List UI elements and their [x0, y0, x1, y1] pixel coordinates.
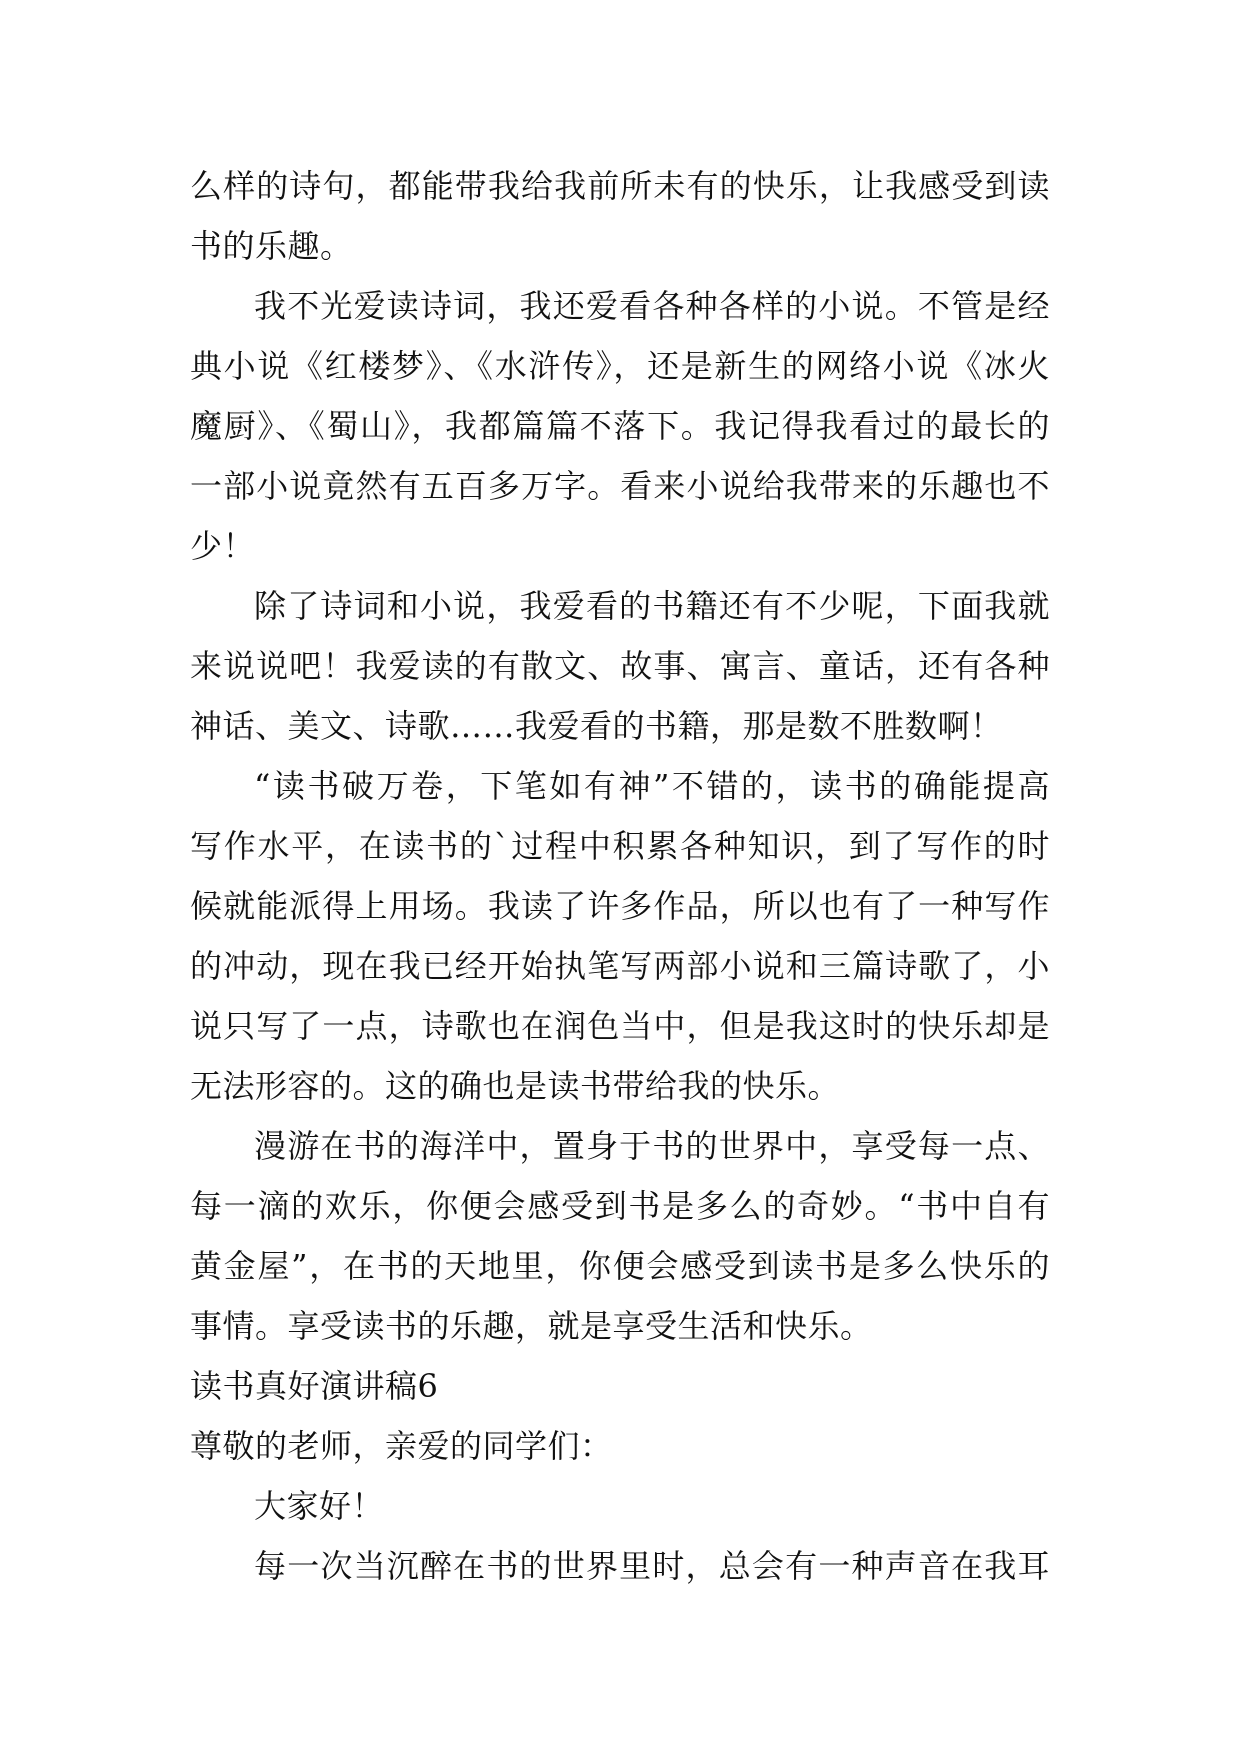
text-line: 我不光爱读诗词，我还爱看各种各样的小说。不管是经: [254, 287, 1050, 325]
document-body: [190, 156, 1050, 1596]
text-line: 事情。享受读书的乐趣，就是享受生活和快乐。: [190, 1307, 873, 1345]
text-line: 每一滴的欢乐，你便会感受到书是多么的奇妙。“书中自有: [190, 1187, 1050, 1225]
text-line: 魔厨》、《蜀山》，我都篇篇不落下。我记得我看过的最长的: [190, 407, 1050, 445]
text-line: 漫游在书的海洋中，置身于书的世界中，享受每一点、: [254, 1127, 1050, 1165]
text-line: 么样的诗句，都能带我给我前所未有的快乐，让我感受到读: [190, 167, 1050, 205]
text-line: 黄金屋”，在书的天地里，你便会感受到读书是多么快乐的: [190, 1247, 1050, 1285]
text-line: 来说说吧！我爱读的有散文、故事、寓言、童话，还有各种: [190, 647, 1050, 685]
text-line: 无法形容的。这的确也是读书带给我的快乐。: [190, 1067, 841, 1105]
text-line: 写作水平，在读书的`过程中积累各种知识，到了写作的时: [190, 827, 1050, 865]
text-line: 大家好！: [254, 1487, 385, 1525]
text-line: 的冲动，现在我已经开始执笔写两部小说和三篇诗歌了，小: [190, 947, 1050, 985]
text-line: 典小说《红楼梦》、《水浒传》，还是新生的网络小说《冰火: [190, 347, 1050, 385]
text-line: 除了诗词和小说，我爱看的书籍还有不少呢，下面我就: [254, 587, 1050, 625]
text-line: 书的乐趣。: [190, 227, 353, 265]
text-line: “读书破万卷，下笔如有神”不错的，读书的确能提高: [254, 767, 1050, 805]
text-line: 候就能派得上用场。我读了许多作品，所以也有了一种写作: [190, 887, 1050, 925]
text-line: 神话、美文、诗歌……我爱看的书籍，那是数不胜数啊！: [190, 707, 1003, 745]
text-line: 尊敬的老师，亲爱的同学们：: [190, 1427, 613, 1465]
text-line: 读书真好演讲稿6: [190, 1367, 439, 1405]
text-line: 一部小说竟然有五百多万字。看来小说给我带来的乐趣也不: [190, 467, 1050, 505]
text-line: 每一次当沉醉在书的世界里时，总会有一种声音在我耳: [254, 1547, 1050, 1585]
text-line: 说只写了一点，诗歌也在润色当中，但是我这时的快乐却是: [190, 1007, 1050, 1045]
text-line: 少！: [190, 527, 256, 565]
